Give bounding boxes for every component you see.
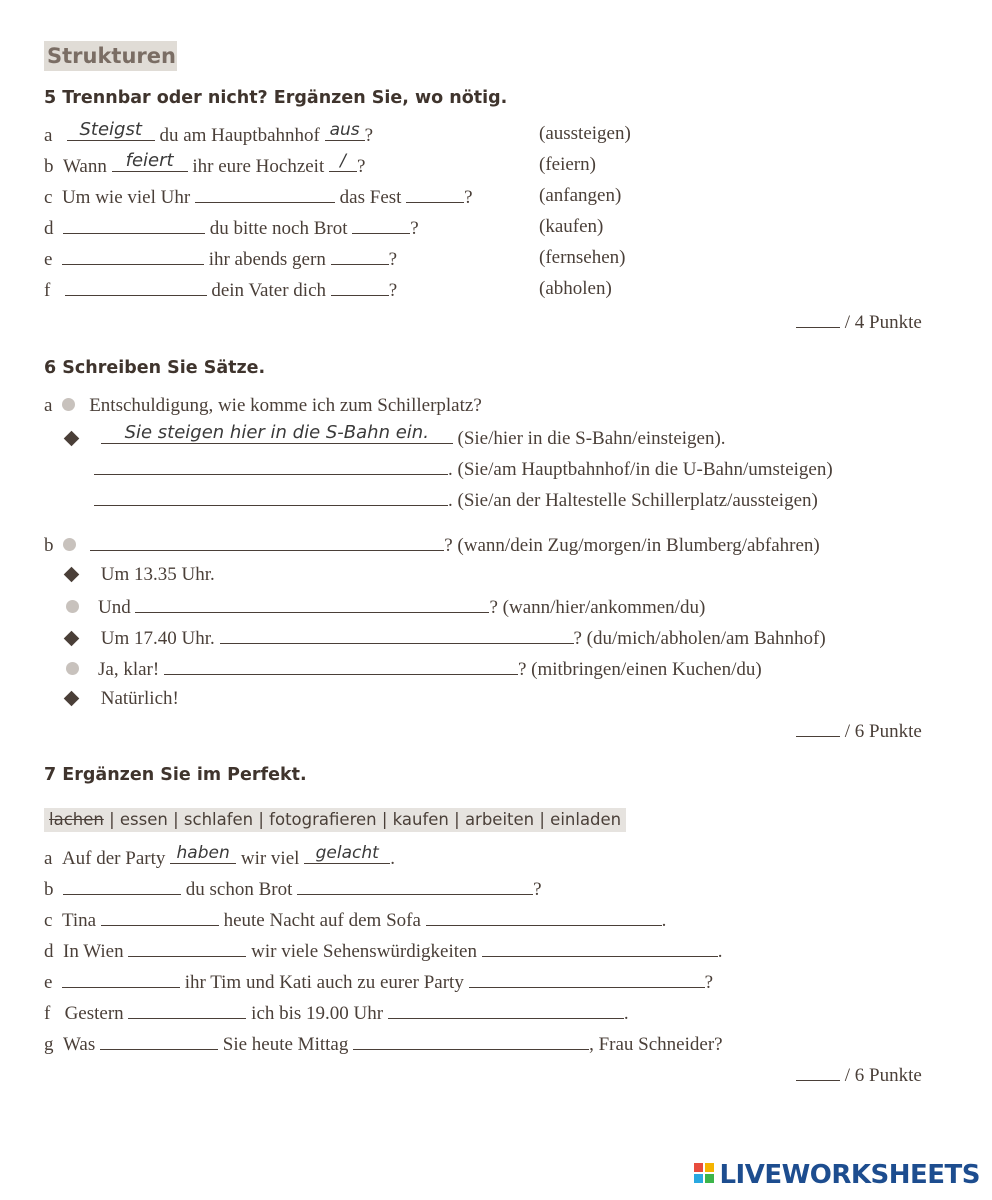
ex5-b-blank-1[interactable]: feiert: [112, 153, 188, 172]
ex7-item-d: d In Wien wir viele Sehenswürdigkeiten .: [44, 938, 722, 964]
ex5-c-hint: (anfangen): [539, 185, 622, 206]
ex6-b4-blank[interactable]: [220, 625, 574, 644]
exercise-7-heading: 7 Ergänzen Sie im Perfekt.: [44, 765, 307, 785]
ex6-a1-blank[interactable]: Sie steigen hier in die S-Bahn ein.: [101, 425, 453, 444]
ex7-item-e: e ihr Tim und Kati auch zu eurer Party ?: [44, 969, 713, 995]
ex5-e-hint: (fernsehen): [539, 247, 626, 268]
exercise-5-heading: 5 Trennbar oder nicht? Ergänzen Sie, wo nötig.: [44, 88, 508, 108]
ex5-d-blank-1[interactable]: [63, 215, 205, 234]
speaker-circle-icon: [63, 538, 76, 551]
ex5-b-blank-2[interactable]: /: [329, 153, 357, 172]
ex6-b-3: Und ? (wann/hier/ankommen/du): [66, 594, 705, 620]
ex6-b-5: Ja, klar! ? (mitbringen/einen Kuchen/du): [66, 656, 762, 682]
speaker-circle-icon: [66, 600, 79, 613]
section-title: Strukturen: [44, 41, 177, 71]
ex6-score: / 6 Punkte: [796, 718, 922, 744]
ex7-c-blank-1[interactable]: [101, 907, 219, 926]
ex7-item-b: b du schon Brot ?: [44, 876, 542, 902]
ex5-item-d: d du bitte noch Brot ?: [44, 215, 419, 241]
ex7-g-blank-2[interactable]: [353, 1031, 589, 1050]
ex5-f-blank-1[interactable]: [65, 277, 207, 296]
ex6-b-2: Um 13.35 Uhr.: [66, 563, 215, 587]
ex7-c-blank-2[interactable]: [426, 907, 662, 926]
ex5-score-blank[interactable]: [796, 309, 840, 328]
speaker-diamond-icon: [64, 691, 80, 707]
ex7-score-blank[interactable]: [796, 1062, 840, 1081]
ex5-d-blank-2[interactable]: [352, 215, 410, 234]
exercise-6-heading: 6 Schreiben Sie Sätze.: [44, 358, 266, 378]
ex5-a-blank-1[interactable]: Steigst: [67, 122, 155, 141]
ex6-b-6: Natürlich!: [66, 687, 179, 711]
ex6-b3-blank[interactable]: [135, 594, 489, 613]
ex5-item-c: c Um wie viel Uhr das Fest ?: [44, 184, 473, 210]
liveworksheets-logo: LIVEWORKSHEETS: [694, 1160, 980, 1190]
ex5-d-hint: (kaufen): [539, 216, 604, 237]
ex6-b-4: Um 17.40 Uhr. ? (du/mich/abholen/am Bahnhof): [66, 625, 826, 651]
ex7-d-blank-2[interactable]: [482, 938, 718, 957]
ex6-score-blank[interactable]: [796, 718, 840, 737]
speaker-diamond-icon: [64, 567, 80, 583]
speaker-diamond-icon: [64, 431, 80, 447]
ex7-e-blank-2[interactable]: [469, 969, 705, 988]
word-bank-rest: | essen | schlafen | fotografieren | kaufen | arbeiten | einladen: [103, 810, 622, 829]
ex5-f-blank-2[interactable]: [331, 277, 389, 296]
ex7-b-blank-2[interactable]: [297, 876, 533, 895]
ex7-d-blank-1[interactable]: [128, 938, 246, 957]
ex5-c-blank-1[interactable]: [195, 184, 335, 203]
ex6-a-answer-2: . (Sie/am Hauptbahnhof/in die U-Bahn/umsteigen): [94, 456, 833, 482]
ex5-c-blank-2[interactable]: [406, 184, 464, 203]
ex6-b1-blank[interactable]: [90, 532, 444, 551]
ex5-e-blank-1[interactable]: [62, 246, 204, 265]
ex5-item-b: b Wann feiert ihr eure Hochzeit / ?: [44, 150, 366, 177]
ex7-f-blank-2[interactable]: [388, 1000, 624, 1019]
ex7-score: / 6 Punkte: [796, 1062, 922, 1088]
ex7-item-g: g Was Sie heute Mittag , Frau Schneider?: [44, 1031, 723, 1057]
ex6-b5-blank[interactable]: [164, 656, 518, 675]
ex7-item-a: a Auf der Party haben wir viel gelacht .: [44, 843, 395, 869]
ex7-a-blank-2[interactable]: gelacht: [304, 845, 390, 864]
ex7-item-f: f Gestern ich bis 19.00 Uhr .: [44, 1000, 629, 1026]
ex5-item-a: a Steigst du am Hauptbahnhof aus ?: [44, 119, 374, 146]
ex5-f-hint: (abholen): [539, 278, 612, 299]
ex5-score: / 4 Punkte: [796, 309, 922, 335]
word-bank-struck: lachen: [49, 810, 104, 829]
ex5-b-hint: (feiern): [539, 154, 596, 175]
ex5-a-blank-2[interactable]: aus: [325, 122, 365, 141]
ex5-e-blank-2[interactable]: [331, 246, 389, 265]
ex5-a-hint: (aussteigen): [539, 123, 631, 144]
ex6-a-answer-1: Sie steigen hier in die S-Bahn ein. (Sie/hier in die S-Bahn/einsteigen).: [66, 425, 726, 451]
ex6-a-answer-3: . (Sie/an der Haltestelle Schillerplatz/aussteigen): [94, 487, 818, 513]
ex7-f-blank-1[interactable]: [128, 1000, 246, 1019]
ex7-a-blank-1[interactable]: haben: [170, 845, 236, 864]
ex5-item-f: f dein Vater dich ?: [44, 277, 397, 303]
speaker-diamond-icon: [64, 631, 80, 647]
ex7-item-c: c Tina heute Nacht auf dem Sofa .: [44, 907, 666, 933]
ex7-g-blank-1[interactable]: [100, 1031, 218, 1050]
word-bank: [44, 808, 626, 832]
liveworksheets-logo-icon: [694, 1163, 716, 1185]
speaker-circle-icon: [66, 662, 79, 675]
ex6-a3-blank[interactable]: [94, 487, 448, 506]
ex6-a2-blank[interactable]: [94, 456, 448, 475]
ex6-a-question: a Entschuldigung, wie komme ich zum Schillerplatz?: [44, 395, 482, 416]
ex7-e-blank-1[interactable]: [62, 969, 180, 988]
speaker-circle-icon: [62, 398, 75, 411]
ex6-b-1: b ? (wann/dein Zug/morgen/in Blumberg/abfahren): [44, 532, 820, 558]
ex7-b-blank-1[interactable]: [63, 876, 181, 895]
ex5-item-e: e ihr abends gern ?: [44, 246, 397, 272]
